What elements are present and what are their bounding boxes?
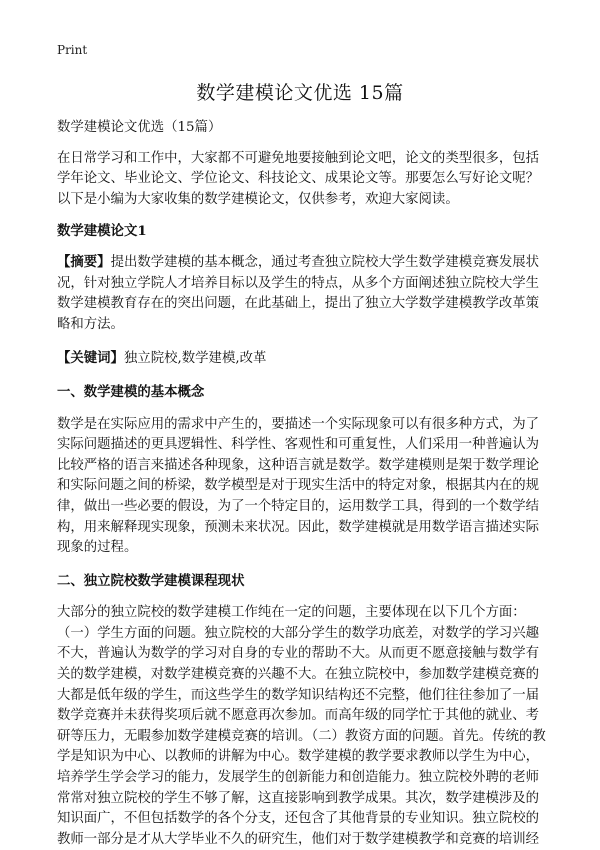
keywords-paragraph — [57, 348, 549, 370]
print-label[interactable]: Print — [57, 43, 88, 57]
paper-heading: 数学建模论文1 — [57, 223, 147, 240]
section1-heading: 一、数学建模的基本概念 — [57, 383, 205, 400]
section1-paragraph: 数学是在实际应用的需求中产生的，要描述一个实际现象可以有很多种方式，为了实际问题描述的更具逻辑性、科学性、客观性和可重复性，人们采用一种普遍认为比较严格的语言来描述各种现象，这种语言就是数学。数学建模则是架于数学理论和实际问题之间的桥梁，数学模型是对于现实生活中的特定对象，根据其内在的规律，做出一些必要的假设，为了一个特定目的，运用数学工具，得到的一个数学结构，用来解释现实现象，预测未来状况。因此，数学建模就是用数学语言描述实际现象的过程。 — [57, 416, 540, 556]
document-subtitle: 数学建模论文优选（15篇） — [57, 120, 222, 135]
section2-paragraph: 大部分的独立院校的数学建模工作纯在一定的问题，主要体现在以下几个方面：（一）学生方面的问题。独立院校的大部分学生的数学功底差，对数学的学习兴趣不大，普遍认为数学的学习对自身的专业的帮助不大。从而更不愿意接触与数学有关的数学建模，对数学建模竞赛的兴趣不大。在独立院校中，参加数学建模竞赛的大都是低年级的学生，而这些学生的数学知识结构还不完整，他们往往参加了一届数学竞赛并未获得奖项后就不愿意再次参加。而高年级的同学忙于其他的就业、考研等压力，无暇参加数学建模竞赛的培训。（二）教资方面的问题。首先。传统的教学是知识为中心、以教师的讲解为中心。数学建模的教学要求教师以学生为中心，培养学生学会学习的能力，发展学生的创新能力和创造能力。独立院校外聘的老师常常对独立院校的学生不够了解，这直接影响到教学成果。其次，数学建模涉及的知识面广，不但包括数学的各个分支，还包含了其他背景的专业知识。独立院校的教师一部分是才从大学毕业不久的研究生，他们对于数学建模教学和竞赛的培训经 — [57, 605, 546, 847]
abstract-text: 提出数学建模的基本概念，通过考查独立院校大学生数学建模竞赛发展状况，针对独立学院人才培养目标以及学生的特点，从多个方面阐述独立院校大学生数学建模教育存在的突出问题，在此基础上，提出了独立大学数学建模教学改革策略和方法。 — [57, 254, 540, 332]
abstract-paragraph — [57, 252, 549, 335]
abstract-label: 【摘要】 — [57, 253, 111, 270]
document-body — [57, 118, 549, 850]
keywords-text: 独立院校,数学建模,改革 — [123, 351, 267, 367]
section2-heading: 二、独立院校数学建模课程现状 — [57, 572, 245, 589]
keywords-label: 【关键词】 — [57, 350, 124, 367]
document-title: 数学建模论文优选 15篇 — [196, 82, 404, 104]
intro-paragraph: 在日常学习和工作中，大家都不可避免地要接触到论文吧，论文的类型很多，包括学年论文、毕业论文、学位论文、科技论文、成果论文等。那要怎么写好论文呢？以下是小编为大家收集的数学建模论文，仅供参考，欢迎大家阅读。 — [57, 150, 540, 207]
